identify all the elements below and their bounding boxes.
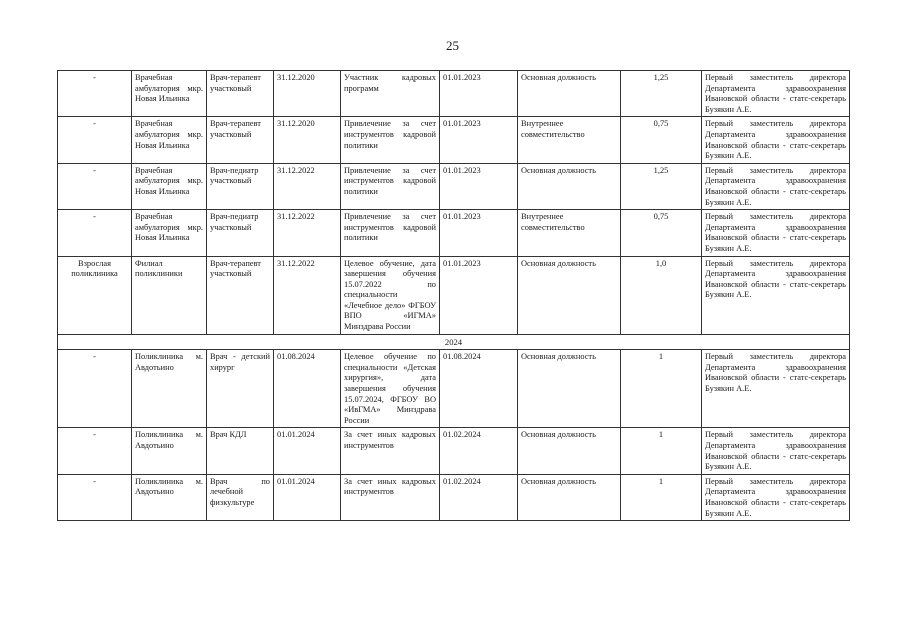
position-cell: Врач-терапевт участковый	[207, 71, 274, 117]
rate-cell: 1	[621, 474, 702, 520]
responsible-cell: Первый заместитель директора Департамента здравоохранения Ивановской области - статс-секретарь Бузякин А.Е.	[702, 256, 850, 334]
date-cell: 01.08.2024	[274, 350, 341, 428]
employment-type-cell: Внутреннее совместительство	[518, 210, 621, 256]
date-cell: 31.12.2022	[274, 210, 341, 256]
section-row	[58, 334, 850, 350]
responsible-cell: Первый заместитель директора Департамента здравоохранения Ивановской области - статс-секретарь Бузякин А.Е.	[702, 350, 850, 428]
employment-type-cell: Основная должность	[518, 474, 621, 520]
responsible-cell: Первый заместитель директора Департамента здравоохранения Ивановской области - статс-секретарь Бузякин А.Е.	[702, 474, 850, 520]
basis-cell: За счет иных кадровых инструментов	[341, 428, 440, 474]
subdivision-cell: -	[58, 428, 132, 474]
unit-cell: Поликлиника м. Авдотьино	[132, 474, 207, 520]
table-row	[58, 163, 850, 209]
employment-type-cell: Основная должность	[518, 428, 621, 474]
page-number: 25	[446, 38, 459, 53]
responsible-cell: Первый заместитель директора Департамента здравоохранения Ивановской области - статс-секретарь Бузякин А.Е.	[702, 210, 850, 256]
date-cell: 31.12.2020	[274, 71, 341, 117]
position-cell: Врач КДЛ	[207, 428, 274, 474]
staffing-table	[57, 70, 850, 521]
unit-cell: Врачебная амбулатория мкр. Новая Ильинка	[132, 117, 207, 163]
start-date-cell: 01.01.2023	[440, 256, 518, 334]
unit-cell: Поликлиника м. Авдотьино	[132, 350, 207, 428]
basis-cell: Привлечение за счет инструментов кадровой политики	[341, 210, 440, 256]
start-date-cell: 01.02.2024	[440, 428, 518, 474]
date-cell: 31.12.2022	[274, 163, 341, 209]
basis-cell: Привлечение за счет инструментов кадровой политики	[341, 163, 440, 209]
unit-cell: Врачебная амбулатория мкр. Новая Ильинка	[132, 210, 207, 256]
table-row	[58, 428, 850, 474]
table-row	[58, 71, 850, 117]
table-row	[58, 474, 850, 520]
employment-type-cell: Основная должность	[518, 256, 621, 334]
section-year: 2024	[58, 334, 850, 350]
position-cell: Врач-педиатр участковый	[207, 210, 274, 256]
subdivision-cell: -	[58, 117, 132, 163]
rate-cell: 0,75	[621, 210, 702, 256]
unit-cell: Филиал поликлиники	[132, 256, 207, 334]
employment-type-cell: Основная должность	[518, 71, 621, 117]
date-cell: 01.01.2024	[274, 428, 341, 474]
subdivision-cell: Взрослая поликлиника	[58, 256, 132, 334]
responsible-cell: Первый заместитель директора Департамента здравоохранения Ивановской области - статс-секретарь Бузякин А.Е.	[702, 71, 850, 117]
position-cell: Врач по лечебной физкультуре	[207, 474, 274, 520]
unit-cell: Врачебная амбулатория мкр. Новая Ильинка	[132, 71, 207, 117]
basis-cell: Участник кадровых программ	[341, 71, 440, 117]
position-cell: Врач - детский хирург	[207, 350, 274, 428]
basis-cell: Целевое обучение, дата завершения обучения 15.07.2022 по специальности «Лечебное дело» ФГБОУ ВПО «ИГМА» Минздрава России	[341, 256, 440, 334]
subdivision-cell: -	[58, 163, 132, 209]
employment-type-cell: Основная должность	[518, 163, 621, 209]
start-date-cell: 01.08.2024	[440, 350, 518, 428]
table-row	[58, 256, 850, 334]
start-date-cell: 01.02.2024	[440, 474, 518, 520]
responsible-cell: Первый заместитель директора Департамента здравоохранения Ивановской области - статс-секретарь Бузякин А.Е.	[702, 163, 850, 209]
date-cell: 31.12.2022	[274, 256, 341, 334]
rate-cell: 1,0	[621, 256, 702, 334]
subdivision-cell: -	[58, 71, 132, 117]
unit-cell: Поликлиника м. Авдотьино	[132, 428, 207, 474]
subdivision-cell: -	[58, 210, 132, 256]
responsible-cell: Первый заместитель директора Департамента здравоохранения Ивановской области - статс-секретарь Бузякин А.Е.	[702, 428, 850, 474]
start-date-cell: 01.01.2023	[440, 163, 518, 209]
unit-cell: Врачебная амбулатория мкр. Новая Ильинка	[132, 163, 207, 209]
rate-cell: 1,25	[621, 163, 702, 209]
subdivision-cell: -	[58, 474, 132, 520]
position-cell: Врач-педиатр участковый	[207, 163, 274, 209]
table-row	[58, 117, 850, 163]
date-cell: 01.01.2024	[274, 474, 341, 520]
rate-cell: 1,25	[621, 71, 702, 117]
basis-cell: Целевое обучение по специальности «Детская хирургия», дата завершения обучения 15.07.2024, ФГБОУ ВО «ИвГМА» Минздрава России	[341, 350, 440, 428]
start-date-cell: 01.01.2023	[440, 71, 518, 117]
basis-cell: Привлечение за счет инструментов кадровой политики	[341, 117, 440, 163]
employment-type-cell: Основная должность	[518, 350, 621, 428]
start-date-cell: 01.01.2023	[440, 117, 518, 163]
table-row	[58, 350, 850, 428]
basis-cell: За счет иных кадровых инструментов	[341, 474, 440, 520]
table-row	[58, 210, 850, 256]
employment-type-cell: Внутреннее совместительство	[518, 117, 621, 163]
rate-cell: 1	[621, 428, 702, 474]
subdivision-cell: -	[58, 350, 132, 428]
responsible-cell: Первый заместитель директора Департамента здравоохранения Ивановской области - статс-секретарь Бузякин А.Е.	[702, 117, 850, 163]
position-cell: Врач-терапевт участковый	[207, 256, 274, 334]
rate-cell: 1	[621, 350, 702, 428]
position-cell: Врач-терапевт участковый	[207, 117, 274, 163]
date-cell: 31.12.2020	[274, 117, 341, 163]
start-date-cell: 01.01.2023	[440, 210, 518, 256]
rate-cell: 0,75	[621, 117, 702, 163]
